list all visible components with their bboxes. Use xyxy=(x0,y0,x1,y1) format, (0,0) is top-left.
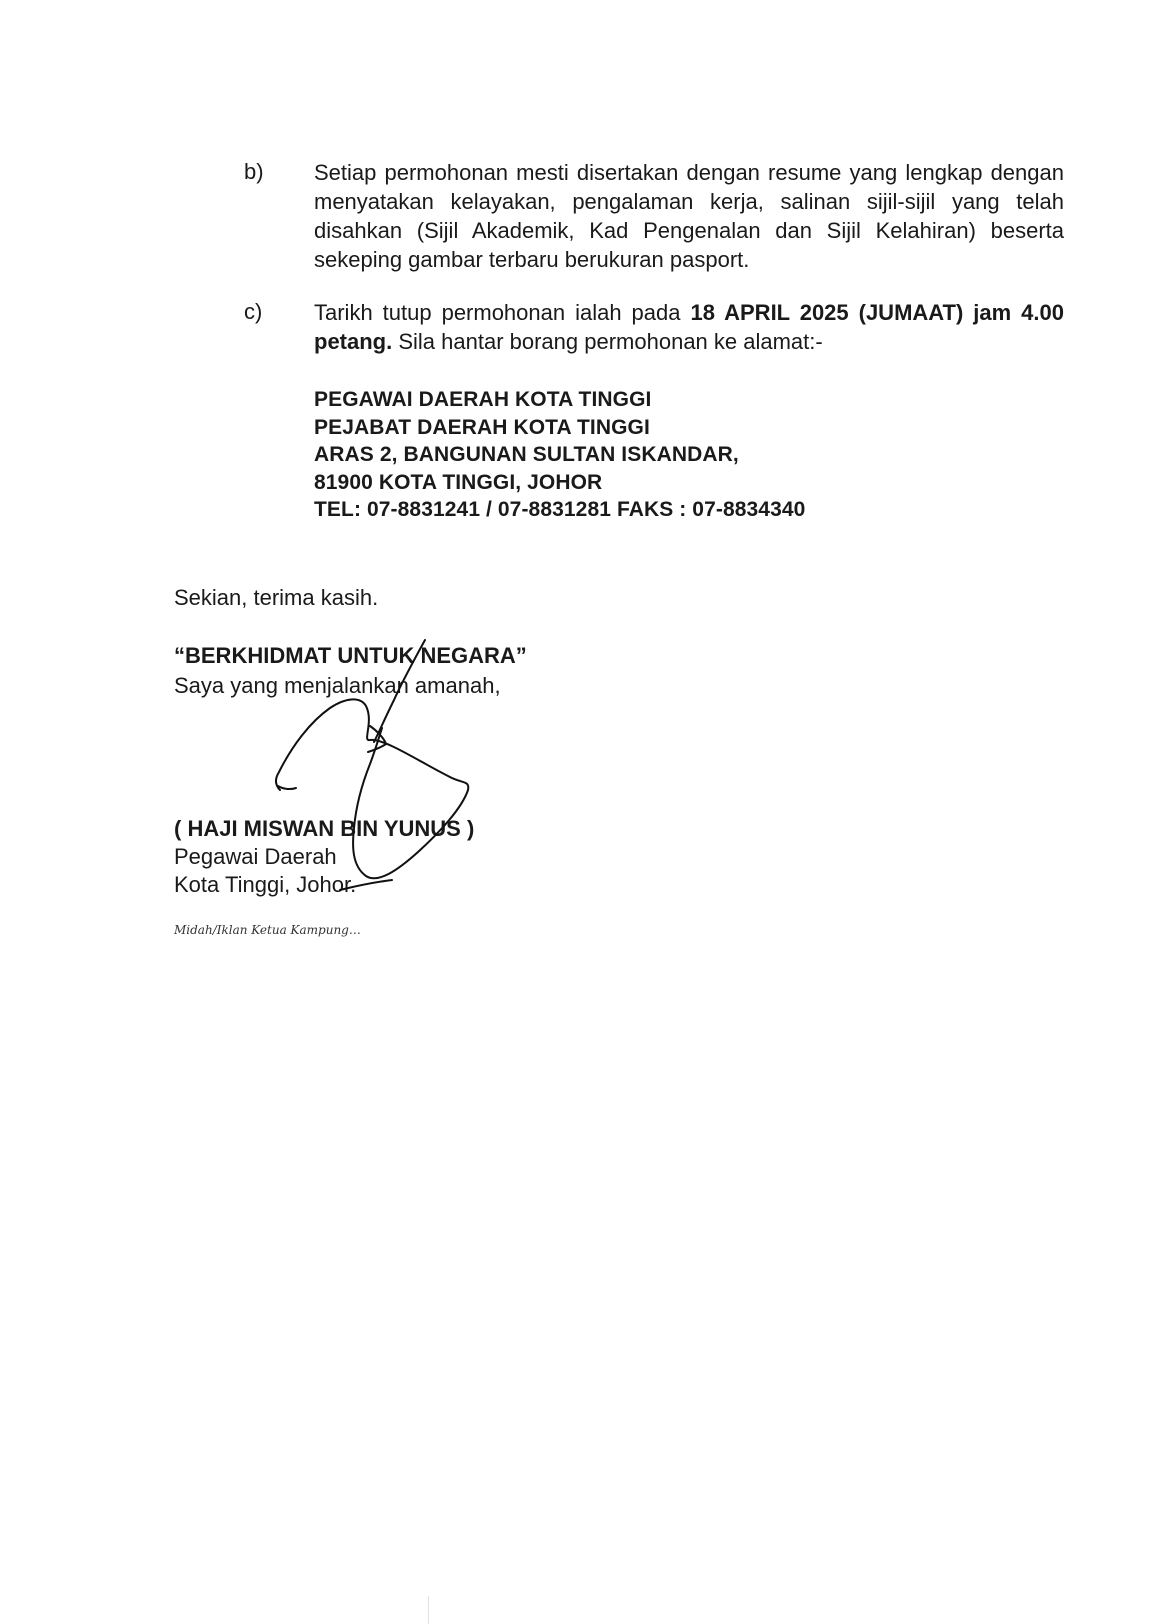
address-line: PEGAWAI DAERAH KOTA TINGGI xyxy=(314,388,652,411)
contact-line: TEL: 07-8831241 / 07-8831281 FAKS : 07-8834340 xyxy=(314,498,806,521)
deadline-intro: Tarikh tutup permohonan ialah pada xyxy=(314,300,691,325)
mailing-address xyxy=(314,386,805,524)
scan-edge-mark xyxy=(428,1596,429,1624)
motto: “BERKHIDMAT UNTUK NEGARA” xyxy=(174,643,527,668)
list-marker: b) xyxy=(244,159,264,184)
deadline-instruction: Sila hantar borang permohonan ke alamat:- xyxy=(392,329,823,354)
address-line: PEJABAT DAERAH KOTA TINGGI xyxy=(314,415,650,439)
closing-remark: Sekian, terima kasih. xyxy=(174,585,379,610)
signer-position: Pegawai Daerah xyxy=(174,844,337,869)
list-item-text: Setiap permohonan mesti disertakan dengan resume yang lengkap dengan menyatakan kelayakan, pengalaman kerja, salinan sijil-sijil yang telah disahkan (Sijil Akademik, Kad Pengenalan dan Sijil Kelahiran) beserta sekeping gambar terbaru berukuran pasport. xyxy=(314,160,1064,272)
list-item-text xyxy=(314,298,1064,356)
address-line: ARAS 2, BANGUNAN SULTAN ISKANDAR, xyxy=(314,443,739,466)
signer-name: ( HAJI MISWAN BIN YUNUS ) xyxy=(174,816,475,841)
trust-line: Saya yang menjalankan amanah, xyxy=(174,673,501,698)
file-reference: Midah/Iklan Ketua Kampung… xyxy=(174,923,361,937)
deadline-date: 18 APRIL 2025 (JUMAAT) jam 4.00 petang. xyxy=(314,300,1064,354)
list-marker: c) xyxy=(244,299,263,324)
address-line: 81900 KOTA TINGGI, JOHOR xyxy=(314,470,603,494)
signer-location: Kota Tinggi, Johor. xyxy=(174,872,357,897)
signer-title xyxy=(174,843,356,899)
